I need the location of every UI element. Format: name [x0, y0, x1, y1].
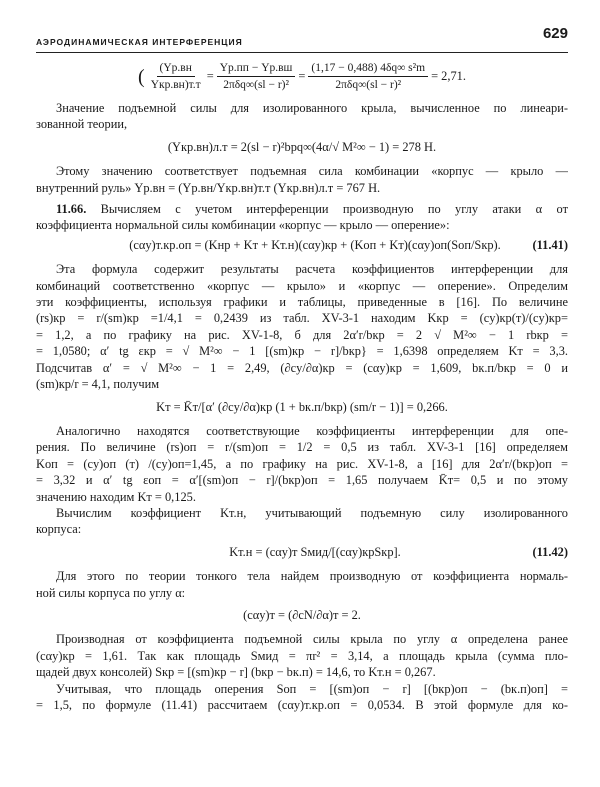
paragraph-wing-derivative	[36, 631, 568, 680]
paragraph-interference-coefficients	[36, 261, 568, 392]
ratio-result: = 2,71.	[431, 69, 466, 84]
text-line: значению находим Kт = 0,125.	[36, 489, 196, 504]
text-line: Учитывая, что площадь оперения Sоп = [(sm)оп − r] [(bкр)оп − (bк.п)оп] =	[56, 681, 568, 696]
text-line: = 1,2, а по графику на рис. XV-1-8, б для 2α′r/bкр = 2 √ M²∞ − 1 rbкр =	[36, 327, 568, 342]
ratio-lhs-fraction	[148, 61, 204, 92]
text-line: Этому значению соответствует подъемная сила комбинации «корпус — крыло —	[56, 164, 568, 179]
text-line: зованной теории,	[36, 117, 128, 132]
text-line: = 1,0580; α′ tg εкр = √ M²∞ − 1 [(sm)кр − r]/bкр} = 1,6398 определяем Kт = 3,3.	[36, 344, 568, 359]
equals-sign: =	[206, 69, 214, 84]
text-line: = 1,5, по формуле (11.41) рассчитаем (cαy)т.кр.оп = 0,0534. В этой формуле для ко-	[36, 698, 568, 712]
text-line: ной силы корпуса по углу α:	[36, 585, 186, 600]
equation-thin-body: (cαy)т = (∂cN/∂α)т = 2.	[243, 607, 361, 622]
equation-11-41-body: (cαy)т.кр.оп = (Kнр + Kт + Kт.н)(cαy)кр + (Kоп + Kт)(cαy)оп(Sоп/Sкр).	[129, 237, 501, 252]
running-title: АЭРОДИНАМИЧЕСКАЯ ИНТЕРФЕРЕНЦИЯ	[36, 37, 243, 47]
paragraph-isolated-wing	[36, 100, 568, 133]
ratio-rhs-fraction	[308, 61, 428, 92]
page-number: 629	[542, 25, 568, 42]
ratio-mid-fraction	[217, 61, 296, 92]
ratio-lhs-numerator: (Yр.вн	[157, 61, 195, 77]
equation-ratio	[36, 61, 568, 92]
paragraph-thin-body-theory	[36, 568, 568, 601]
text-line: Вычислим коэффициент Kт.н, учитывающий подъемную силу изолированного	[56, 505, 568, 520]
ratio-mid-numerator: Yр.пп − Yр.вш	[217, 61, 296, 77]
open-paren: (	[138, 65, 145, 88]
equation-kt: Kт = K̄т/[α′ (∂cy/∂α)кр (1 + bк.п/bкр) (sm/r − 1)] = 0,266.	[156, 399, 448, 414]
text-line: эти коэффициенты, используя графики и таблицы, приведенные в [16]. По величине	[36, 295, 568, 310]
text-line: = 3,32 и α′ tg εоп = α′[(sm)оп − r]/(bкр)оп = 1,65 получаем K̄т= 0,5 и по этому	[36, 473, 568, 488]
section-number: 11.66.	[56, 202, 87, 217]
equation-11-41-number: (11.41)	[532, 237, 568, 252]
text-line: комбинаций соответственно «корпус — крыло» и «корпус — оперение». Определим	[36, 278, 568, 293]
text-line: внутренний руль» Yр.вн = (Yр.вн/Yкр.вн)т.т (Yкр.вн)л.т = 767 Н.	[36, 180, 381, 195]
text-line: рения. По величине (rs)оп = r/(sm)оп = 1/2 = 0,5 из табл. XV-3-1 [16] определяем	[36, 440, 568, 455]
text-line: корпуса:	[36, 522, 82, 537]
equation-lift: (Yкр.вн)л.т = 2(sl − r)²bрq∞(4α/√ M²∞ − 1) = 278 Н.	[167, 139, 437, 154]
section-text: Вычисляем с учетом интерференции производную по углу атаки α от	[100, 202, 568, 217]
text-line: Производная от коэффициента подъемной силы крыла по углу α определена ранее	[56, 632, 568, 647]
equals-sign: =	[298, 69, 306, 84]
text-line: (sm)кр/r = 4,1, получим	[36, 377, 160, 392]
paragraph-tail-area	[36, 681, 568, 714]
equation-11-41	[36, 237, 568, 253]
paragraph-combination-lift	[36, 163, 568, 196]
ratio-lhs-denominator: Yкр.вн)т.т	[150, 79, 201, 91]
text-line: Значение подъемной силы для изолированного крыла, вычисленное по линеари-	[56, 101, 568, 115]
text-line: щадей двух консолей) Sкр = [(sm)кр − r] (bкр − bк.п) = 14,6, то Kт.н = 0,267.	[36, 665, 436, 680]
ratio-mid-denominator: 2πδq∞(sl − r)²	[223, 79, 289, 91]
page-header	[36, 26, 568, 53]
text-line: (rs)кр = r/(sm)кр =1/4,1 = 0,2439 из табл. XV-3-1 находим Kкр = (cy)кр(т)/(cy)кр=	[36, 311, 568, 326]
equation-11-42-body: Kт.н = (cαy)т Sмид/[(cαy)крSкр].	[229, 544, 401, 559]
equation-11-42-number: (11.42)	[532, 544, 568, 559]
equation-11-42	[36, 544, 568, 560]
paragraph-body-coefficient	[36, 505, 568, 538]
ratio-rhs-denominator: 2πδq∞(sl − r)²	[335, 79, 402, 91]
text-line: коэффициента нормальной силы комбинации «корпус — крыло — оперение»:	[36, 218, 450, 233]
text-line: (cαy)кр = 1,61. Так как площадь Sмид = πr² = 3,14, а площадь крыла (сумма пло-	[36, 648, 568, 663]
text-line: Аналогично находятся соответствующие коэффициенты интерференции для опе-	[56, 423, 568, 438]
ratio-rhs-numerator: (1,17 − 0,488) 4δq∞ s²m	[308, 61, 428, 77]
text-line	[36, 201, 568, 217]
text-line: Для этого по теории тонкого тела найдем производную от коэффициента нормаль-	[56, 569, 568, 584]
text-line: Эта формула содержит результаты расчета коэффициентов интерференции для	[56, 262, 568, 277]
text-line: Kоп = (cy)оп (т) /(cy)оп=1,45, а по графику на рис. XV-1-8, а [16] для 2α′r/(bкр)оп =	[36, 456, 568, 471]
paragraph-tail-coefficients	[36, 423, 568, 505]
section-11-66	[36, 201, 568, 234]
text-line: Подсчитав α′ = √ M²∞ − 1 = 2,49, (∂cy/∂α)кр = (cαy)кр = 1,609, bк.п/bкр = 0 и	[36, 360, 568, 375]
